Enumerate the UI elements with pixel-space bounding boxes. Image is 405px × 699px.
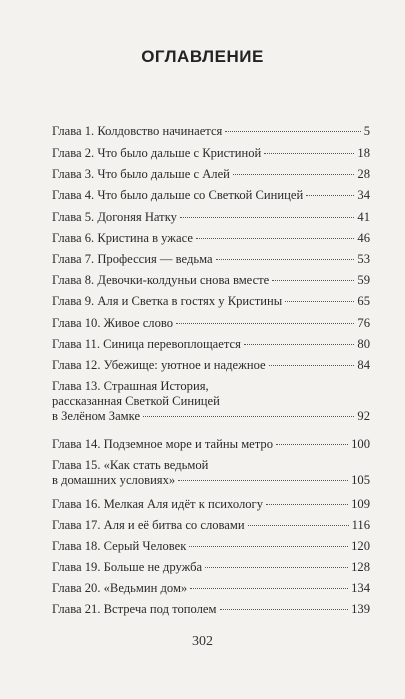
toc-entry-page: 116 (351, 518, 370, 532)
toc-entry-page: 80 (357, 337, 370, 351)
toc-entry-title: Глава 17. Аля и её битва со словами (52, 518, 245, 532)
toc-entry-title: Глава 11. Синица перевоплощается (52, 337, 241, 351)
toc-entry (52, 602, 370, 617)
toc-entry (52, 560, 370, 575)
toc-entry-row (52, 437, 370, 452)
toc-entry (52, 294, 370, 309)
toc-entry-row (52, 124, 370, 139)
toc-entry (52, 273, 370, 288)
toc-entry-title: Глава 16. Мелкая Аля идёт к психологу (52, 497, 264, 511)
toc-entry-row (52, 539, 370, 554)
toc-entry (52, 497, 370, 512)
dot-leader (285, 301, 354, 302)
toc-entry (52, 581, 370, 596)
toc-entry (52, 210, 370, 225)
dot-leader (276, 444, 348, 445)
toc-entry-row (52, 409, 370, 424)
toc-entry-title: Глава 7. Профессия — ведьма (52, 252, 213, 266)
toc-entry-page: 18 (357, 146, 370, 160)
toc-entry (52, 231, 370, 246)
toc-entry-row (52, 231, 370, 246)
toc-entry-row (52, 188, 370, 203)
toc-entry-page: 76 (357, 316, 370, 330)
toc-entry-title: Глава 1. Колдовство начинается (52, 124, 223, 138)
toc-entry-title: Глава 9. Аля и Светка в гостях у Кристины (52, 294, 283, 308)
toc-entry-row (52, 358, 370, 373)
toc-entry (52, 167, 370, 182)
toc-entry-row (52, 146, 370, 161)
toc-entry-title-line: Глава 15. «Как стать ведьмой (52, 458, 209, 472)
toc-entry-title: Глава 6. Кристина в ужасе (52, 231, 193, 245)
dot-leader (266, 504, 348, 505)
toc-entry (52, 252, 370, 267)
toc-entry-page: 92 (357, 409, 370, 423)
toc-entry-page: 65 (357, 294, 370, 308)
toc-entry-page: 28 (357, 167, 370, 181)
toc-title: ОГЛАВЛЕНИЕ (141, 47, 264, 66)
toc-entry (52, 188, 370, 203)
toc-entry (52, 458, 370, 488)
toc-entry-page: 105 (351, 473, 370, 487)
toc-entry-title: Глава 4. Что было дальше со Светкой Синицей (52, 188, 304, 202)
toc-entry-title-line: рассказанная Светкой Синицей (52, 394, 220, 408)
dot-leader (248, 525, 349, 526)
dot-leader (176, 323, 354, 324)
toc-entry-title: в Зелёном Замке (52, 409, 141, 423)
toc-entry (52, 518, 370, 533)
toc-entry-title-line: Глава 13. Страшная История, (52, 379, 209, 393)
toc-entry-row (52, 518, 370, 533)
toc-entry-row (52, 473, 370, 488)
toc-entry-row (52, 252, 370, 267)
toc-entry-page: 134 (351, 581, 370, 595)
dot-leader (233, 174, 355, 175)
toc-entry-page: 84 (357, 358, 370, 372)
toc-entry (52, 379, 370, 424)
toc-entry-page: 5 (363, 124, 370, 138)
toc-entry-title: Глава 3. Что было дальше с Алей (52, 167, 230, 181)
dot-leader (220, 609, 349, 610)
toc-entry-page: 34 (357, 188, 370, 202)
dot-leader (143, 416, 354, 417)
toc-entry-title: Глава 20. «Ведьмин дом» (52, 581, 188, 595)
toc-entry (52, 337, 370, 352)
toc-entry-page: 41 (357, 210, 370, 224)
toc-entry-title: Глава 12. Убежище: уютное и надежное (52, 358, 266, 372)
dot-leader (269, 365, 355, 366)
dot-leader (189, 546, 348, 547)
toc-entry-row (52, 294, 370, 309)
toc-entry-title: Глава 8. Девочки-колдуньи снова вместе (52, 273, 270, 287)
toc-entry-page: 120 (351, 539, 370, 553)
toc-entry (52, 437, 370, 452)
toc-entry-page: 100 (351, 437, 370, 451)
dot-leader (190, 588, 348, 589)
toc-entry-row (52, 337, 370, 352)
toc-entry-title: Глава 21. Встреча под тополем (52, 602, 217, 616)
toc-entry-title: Глава 18. Серый Человек (52, 539, 187, 553)
toc-entry-page: 46 (357, 231, 370, 245)
dot-leader (306, 195, 354, 196)
toc-entry (52, 316, 370, 331)
toc-entry-page: 59 (357, 273, 370, 287)
dot-leader (216, 259, 355, 260)
dot-leader (205, 567, 348, 568)
toc-entry (52, 124, 370, 139)
toc-entry (52, 146, 370, 161)
dot-leader (196, 238, 354, 239)
dot-leader (264, 153, 354, 154)
toc-entry-row (52, 273, 370, 288)
toc-entry-title: Глава 2. Что было дальше с Кристиной (52, 146, 262, 160)
toc-entry-title: Глава 10. Живое слово (52, 316, 174, 330)
toc-entry (52, 358, 370, 373)
toc-entry-row (52, 560, 370, 575)
toc-entry (52, 539, 370, 554)
dot-leader (272, 280, 354, 281)
dot-leader (244, 344, 355, 345)
toc-entry-row (52, 316, 370, 331)
toc-entry-page: 139 (351, 602, 370, 616)
dot-leader (178, 480, 348, 481)
toc-entry-row (52, 210, 370, 225)
toc-entry-title: Глава 14. Подземное море и тайны метро (52, 437, 274, 451)
toc-entry-page: 53 (357, 252, 370, 266)
toc-entry-row (52, 581, 370, 596)
dot-leader (225, 131, 360, 132)
toc-entry-title: в домашних условиях» (52, 473, 176, 487)
toc-entry-title: Глава 19. Больше не дружба (52, 560, 203, 574)
toc-entry-page: 109 (351, 497, 370, 511)
toc-entry-row (52, 167, 370, 182)
dot-leader (180, 217, 354, 218)
page-number: 302 (192, 634, 213, 649)
toc-entry-row (52, 602, 370, 617)
toc-entry-page: 128 (351, 560, 370, 574)
toc-entry-row (52, 497, 370, 512)
toc-entry-title: Глава 5. Догоняя Натку (52, 210, 177, 224)
